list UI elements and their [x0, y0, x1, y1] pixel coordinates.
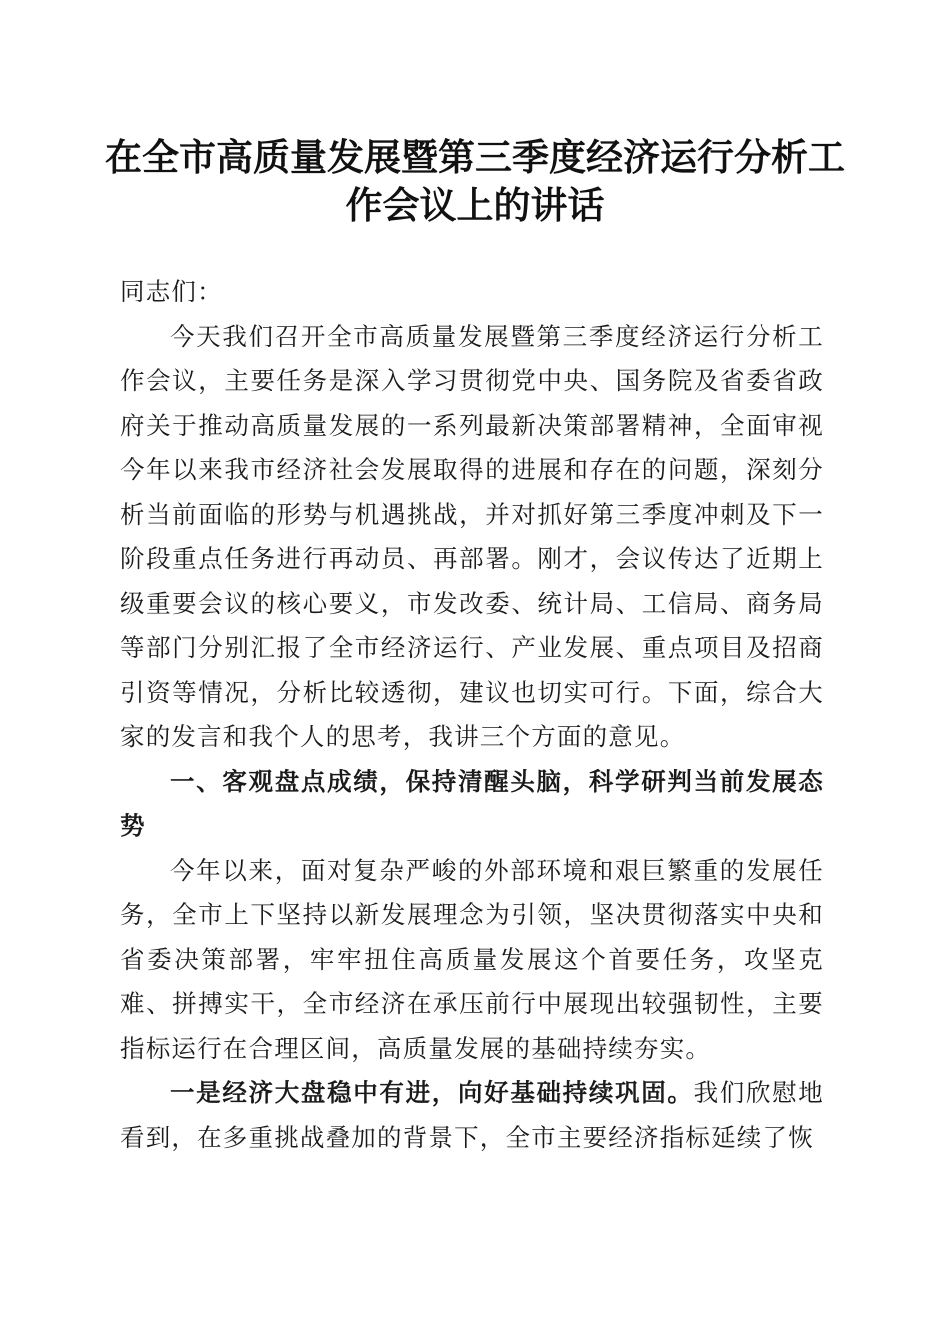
- title-line-2: 作会议上的讲话: [345, 183, 605, 227]
- point-lead-1: 一是经济大盘稳中有进，向好基础持续巩固。: [170, 1078, 694, 1107]
- point-text-1: 我们欣慰地看到，在多重挑战叠加的背景下，全市主要经济指标延续了恢: [120, 1078, 825, 1152]
- section-paragraph-1: 今年以来，面对复杂严峻的外部环境和艰巨繁重的发展任务，全市上下坚持以新发展理念为引领，坚决贯彻落实中央和省委决策部署，牢牢扭住高质量发展这个首要任务，攻坚克难、拼搏实干，全市经济在承压前行中展现出较强韧性，主要指标运行在合理区间，高质量发展的基础持续夯实。: [120, 855, 824, 1063]
- page-title: [100, 133, 850, 229]
- intro-paragraph: 今天我们召开全市高质量发展暨第三季度经济运行分析工作会议，主要任务是深入学习贯彻党中央、国务院及省委省政府关于推动高质量发展的一系列最新决策部署精神，全面审视今年以来我市经济社会发展取得的进展和存在的问题，深刻分析当前面临的形势与机遇挑战，并对抓好第三季度冲刺及下一阶段重点任务进行再动员、再部署。刚才，会议传达了近期上级重要会议的核心要义，市发改委、统计局、工信局、商务局等部门分别汇报了全市经济运行、产业发展、重点项目及招商引资等情况，分析比较透彻，建议也切实可行。下面，综合大家的发言和我个人的思考，我讲三个方面的意见。: [120, 321, 824, 751]
- document-body: [120, 270, 824, 1160]
- section-heading-1: 一、客观盘点成绩，保持清醒头脑，科学研判当前发展态势: [120, 766, 824, 840]
- point-paragraph-1: [120, 1071, 824, 1160]
- salutation: 同志们：: [120, 277, 223, 306]
- title-line-1: 在全市高质量发展暨第三季度经济运行分析工: [105, 135, 845, 179]
